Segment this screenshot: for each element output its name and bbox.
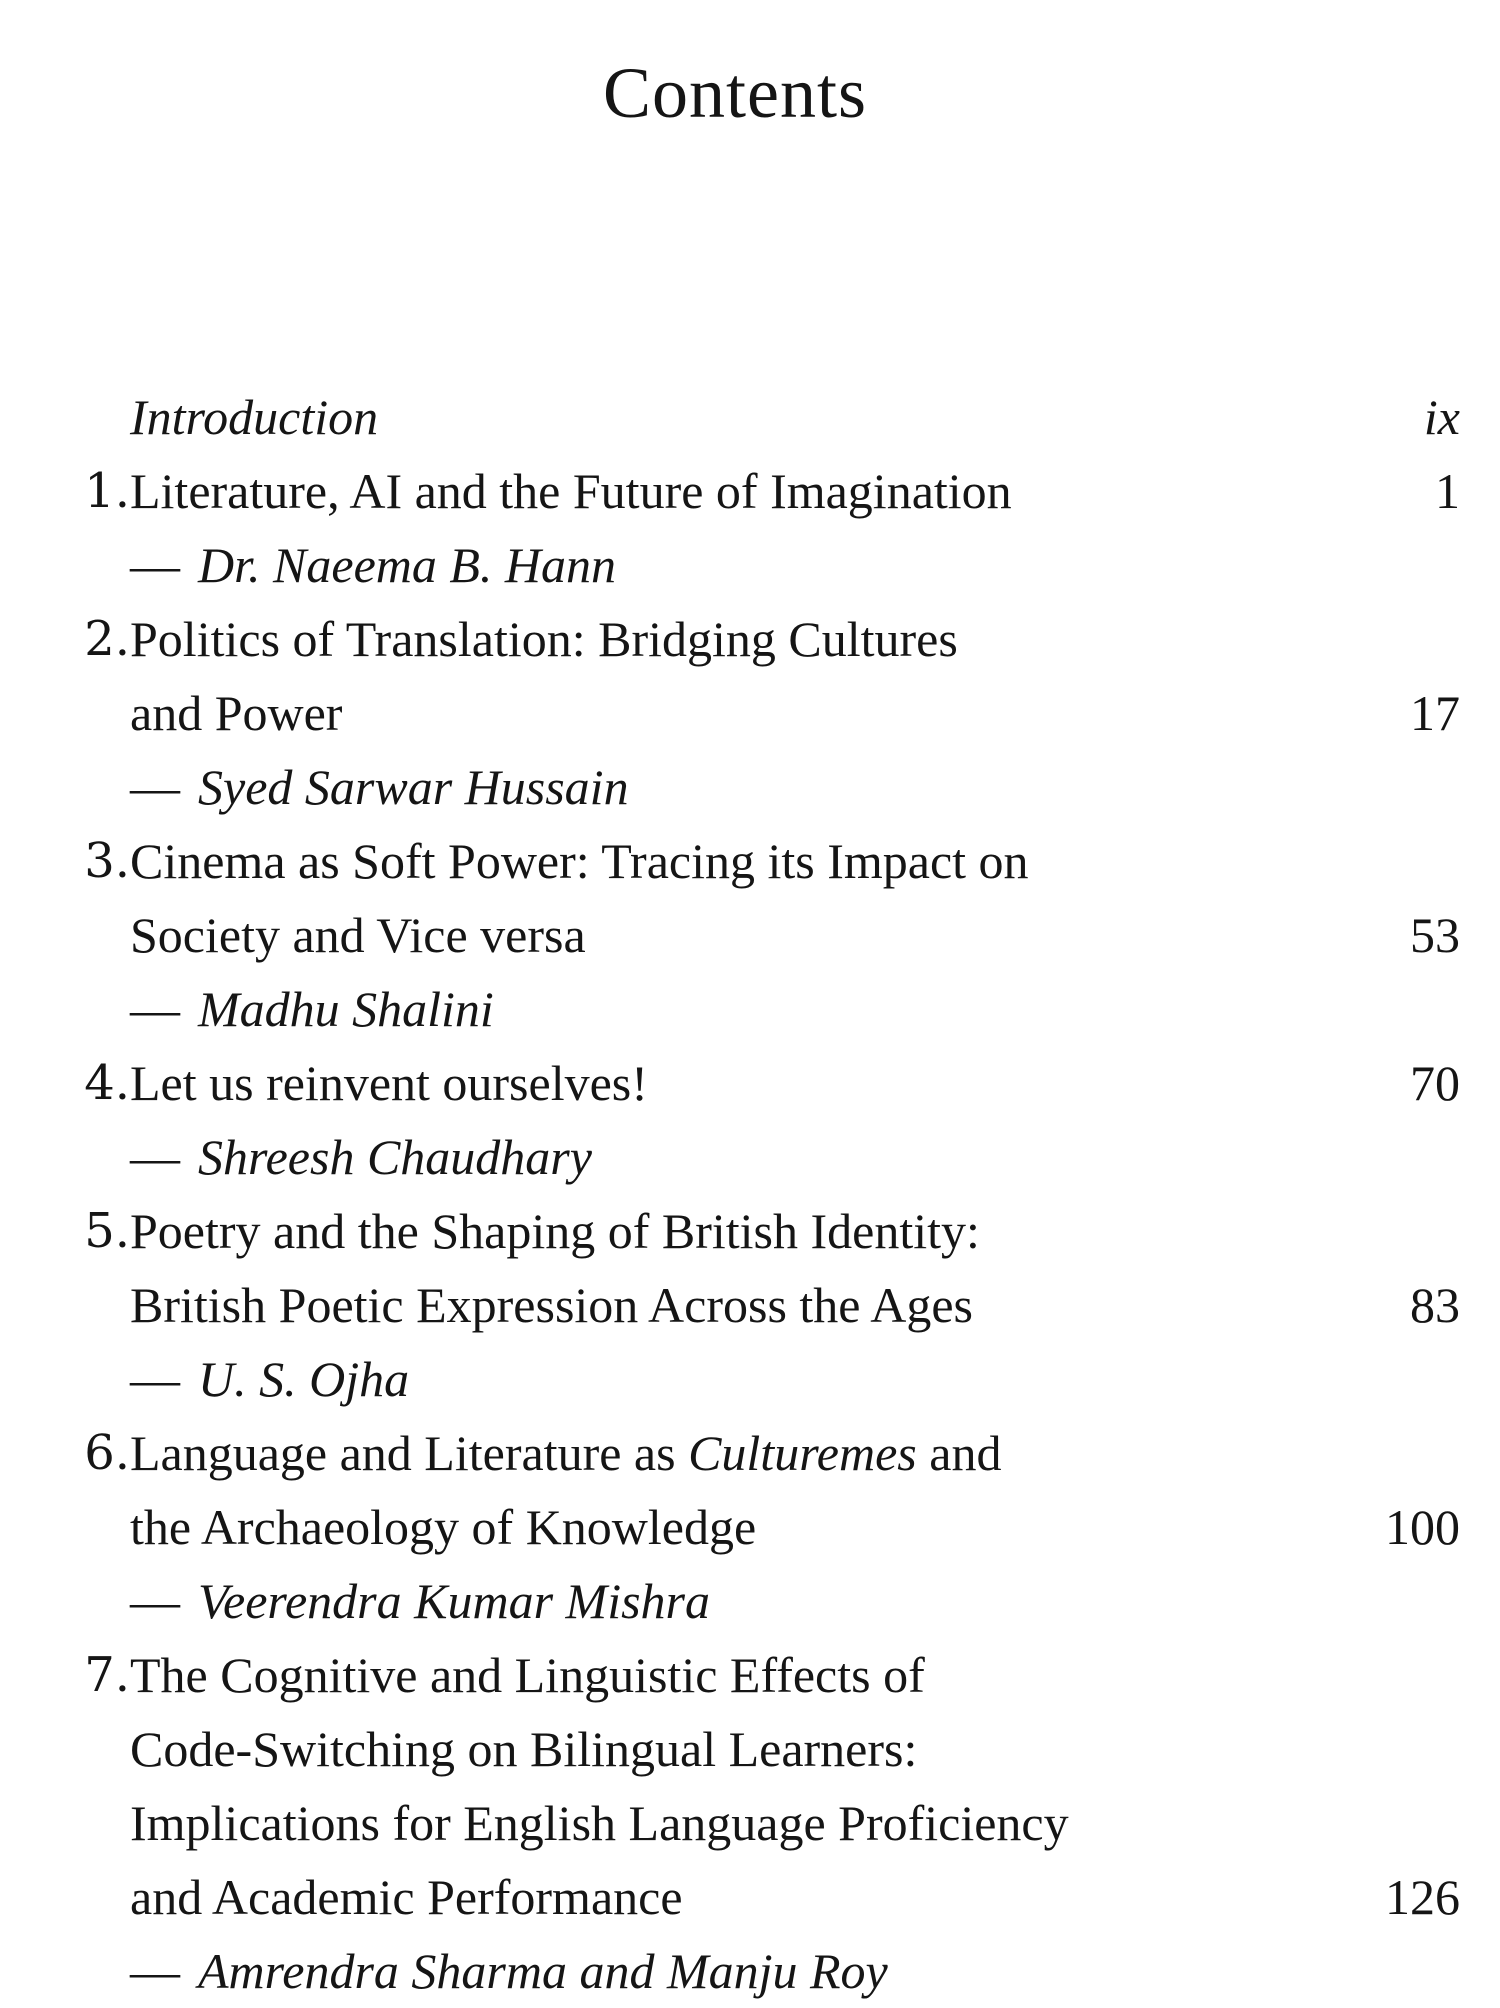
toc-author-line (40, 528, 1460, 602)
toc-entry-line[interactable] (40, 1194, 1460, 1268)
entry-number: 7. (84, 1647, 130, 1703)
toc-entry-line[interactable] (40, 1416, 1460, 1490)
entry-author (130, 972, 494, 1046)
entry-page-number: 1 (1435, 463, 1460, 519)
entry-page-number: 17 (1410, 685, 1460, 741)
entry-number: 4. (84, 1055, 130, 1111)
author-name: Syed Sarwar Hussain (198, 759, 629, 815)
entry-author (130, 1564, 710, 1638)
toc-author-line (40, 972, 1460, 1046)
entry-title: Society and Vice versa (130, 907, 586, 963)
entry-title: Code-Switching on Bilingual Learners: (130, 1721, 918, 1777)
author-dash: — (130, 981, 180, 1037)
entry-title: British Poetic Expression Across the Ages (130, 1277, 973, 1333)
author-name: Madhu Shalini (198, 981, 494, 1037)
toc-entry-line[interactable] (40, 1490, 1460, 1564)
toc-entry-line[interactable] (40, 676, 1460, 750)
toc-entry-line[interactable] (40, 602, 1460, 676)
entry-title: Literature, AI and the Future of Imagination (130, 463, 1012, 519)
toc-entry-line[interactable] (40, 1786, 1460, 1860)
entry-title: Implications for English Language Proficiency (130, 1795, 1069, 1851)
entry-title: Poetry and the Shaping of British Identity: (130, 1203, 980, 1259)
entry-page-number: 70 (1410, 1055, 1460, 1111)
entry-title: Let us reinvent ourselves! (130, 1055, 648, 1111)
entry-author (130, 528, 616, 602)
toc-entry-line[interactable] (40, 1046, 1460, 1120)
author-dash: — (130, 537, 180, 593)
entry-title: and Academic Performance (130, 1869, 683, 1925)
toc-author-line (40, 750, 1460, 824)
entry-author (130, 1934, 888, 2008)
toc-entry-line[interactable] (40, 824, 1460, 898)
table-of-contents (40, 380, 1460, 2008)
toc-entry-line[interactable] (40, 1860, 1460, 1934)
toc-author-line (40, 1342, 1460, 1416)
italic-term: Culturemes (688, 1425, 917, 1481)
entry-title: Cinema as Soft Power: Tracing its Impact on (130, 833, 1029, 889)
entry-title: and Power (130, 685, 343, 741)
entry-title: the Archaeology of Knowledge (130, 1499, 757, 1555)
entry-author (130, 750, 629, 824)
author-dash: — (130, 1573, 180, 1629)
entry-number: 5. (84, 1203, 130, 1259)
author-dash: — (130, 759, 180, 815)
entry-page-number: 126 (1385, 1869, 1460, 1925)
author-dash: — (130, 1351, 180, 1407)
toc-entry-line[interactable] (40, 898, 1460, 972)
toc-entry-line[interactable] (40, 1638, 1460, 1712)
intro-page-number: ix (1423, 389, 1460, 445)
entry-page-number: 53 (1410, 907, 1460, 963)
toc-intro-row[interactable] (40, 380, 1460, 454)
toc-entry-line[interactable] (40, 1712, 1460, 1786)
author-name: U. S. Ojha (198, 1351, 410, 1407)
toc-author-line (40, 1564, 1460, 1638)
entry-number: 3. (84, 833, 130, 889)
entry-author (130, 1342, 409, 1416)
entry-page-number: 83 (1410, 1277, 1460, 1333)
author-name: Shreesh Chaudhary (198, 1129, 592, 1185)
author-name: Veerendra Kumar Mishra (198, 1573, 711, 1629)
page-title: Contents (602, 53, 867, 133)
toc-entries (40, 454, 1460, 2008)
toc-author-line (40, 1934, 1460, 2008)
author-name: Amrendra Sharma and Manju Roy (198, 1943, 888, 1999)
intro-label: Introduction (130, 389, 379, 445)
entry-title: Politics of Translation: Bridging Cultures (130, 611, 958, 667)
entry-author (130, 1120, 592, 1194)
entry-number: 1. (84, 463, 130, 519)
entry-number: 6. (84, 1425, 130, 1481)
author-dash: — (130, 1129, 180, 1185)
author-name: Dr. Naeema B. Hann (198, 537, 617, 593)
toc-entry-line[interactable] (40, 1268, 1460, 1342)
entry-title: Language and Literature as Culturemes and (130, 1425, 1002, 1481)
toc-entry-line[interactable] (40, 454, 1460, 528)
entry-title: The Cognitive and Linguistic Effects of (130, 1647, 925, 1703)
author-dash: — (130, 1943, 180, 1999)
entry-number: 2. (84, 611, 130, 667)
entry-page-number: 100 (1385, 1499, 1460, 1555)
toc-author-line (40, 1120, 1460, 1194)
